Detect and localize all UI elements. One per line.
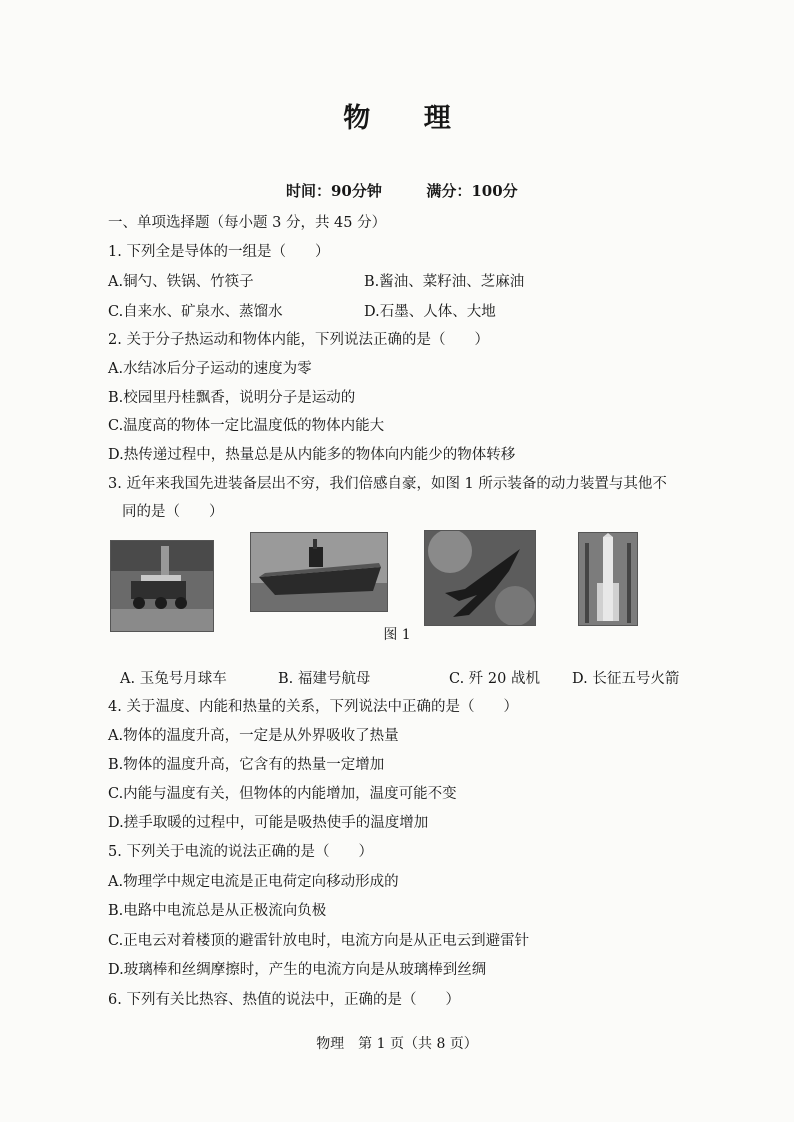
question-6-stem: 6. 下列有关比热容、热值的说法中，正确的是（ ）: [108, 992, 460, 1008]
q5-option-b: B.电路中电流总是从正极流向负极: [108, 903, 327, 919]
full-score: 满分：100分: [426, 182, 518, 200]
page-footer: 物理 第 1 页（共 8 页）: [316, 1036, 478, 1052]
figure-caption: 图 1: [383, 627, 411, 643]
q1-option-c: C.自来水、矿泉水、蒸馏水: [108, 304, 283, 320]
q2-option-c: C.温度高的物体一定比温度低的物体内能大: [108, 418, 385, 434]
aircraft-carrier-photo: [250, 532, 388, 612]
exam-meta: [286, 180, 518, 201]
q5-option-a: A.物理学中规定电流是正电荷定向移动形成的: [108, 874, 399, 890]
q1-option-a: A.铜勺、铁锅、竹筷子: [108, 274, 254, 290]
q4-option-a: A.物体的温度升高，一定是从外界吸收了热量: [108, 728, 399, 744]
question-5-stem: 5. 下列关于电流的说法正确的是（ ）: [108, 844, 373, 860]
q2-option-b: B.校园里丹桂飘香，说明分子是运动的: [108, 390, 356, 406]
q2-option-a: A.水结冰后分子运动的速度为零: [108, 361, 312, 377]
q4-option-c: C.内能与温度有关，但物体的内能增加，温度可能不变: [108, 786, 457, 802]
section-heading: 一、单项选择题（每小题 3 分，共 45 分）: [108, 215, 387, 231]
q3-option-d: D. 长征五号火箭: [572, 671, 680, 687]
rocket-photo: [578, 532, 638, 626]
fighter-jet-photo: [424, 530, 536, 626]
time-limit: 时间：90分钟: [286, 182, 382, 200]
q4-option-d: D.搓手取暖的过程中，可能是吸热使手的温度增加: [108, 815, 429, 831]
q1-option-b: B.酱油、菜籽油、芝麻油: [364, 274, 525, 290]
q4-option-b: B.物体的温度升高，它含有的热量一定增加: [108, 757, 385, 773]
question-1-stem: 1. 下列全是导体的一组是（ ）: [108, 244, 330, 260]
question-3-stem: 3. 近年来我国先进装备层出不穷，我们倍感自豪，如图 1 所示装备的动力装置与其他不: [108, 476, 667, 492]
q3-option-a: A. 玉兔号月球车: [120, 671, 227, 687]
q2-option-d: D.热传递过程中，热量总是从内能多的物体向内能少的物体转移: [108, 447, 516, 463]
question-4-stem: 4. 关于温度、内能和热量的关系，下列说法中正确的是（ ）: [108, 699, 518, 715]
q1-option-d: D.石墨、人体、大地: [364, 304, 496, 320]
q5-option-d: D.玻璃棒和丝绸摩擦时，产生的电流方向是从玻璃棒到丝绸: [108, 962, 487, 978]
lunar-rover-photo: [110, 540, 214, 632]
q3-option-b: B. 福建号航母: [278, 671, 371, 687]
question-3-stem-cont: 同的是（ ）: [122, 504, 224, 520]
question-2-stem: 2. 关于分子热运动和物体内能，下列说法正确的是（ ）: [108, 332, 489, 348]
q3-option-c: C. 歼 20 战机: [449, 671, 540, 687]
q5-option-c: C.正电云对着楼顶的避雷针放电时，电流方向是从正电云到避雷针: [108, 933, 530, 949]
page-title: 物 理: [343, 103, 473, 134]
